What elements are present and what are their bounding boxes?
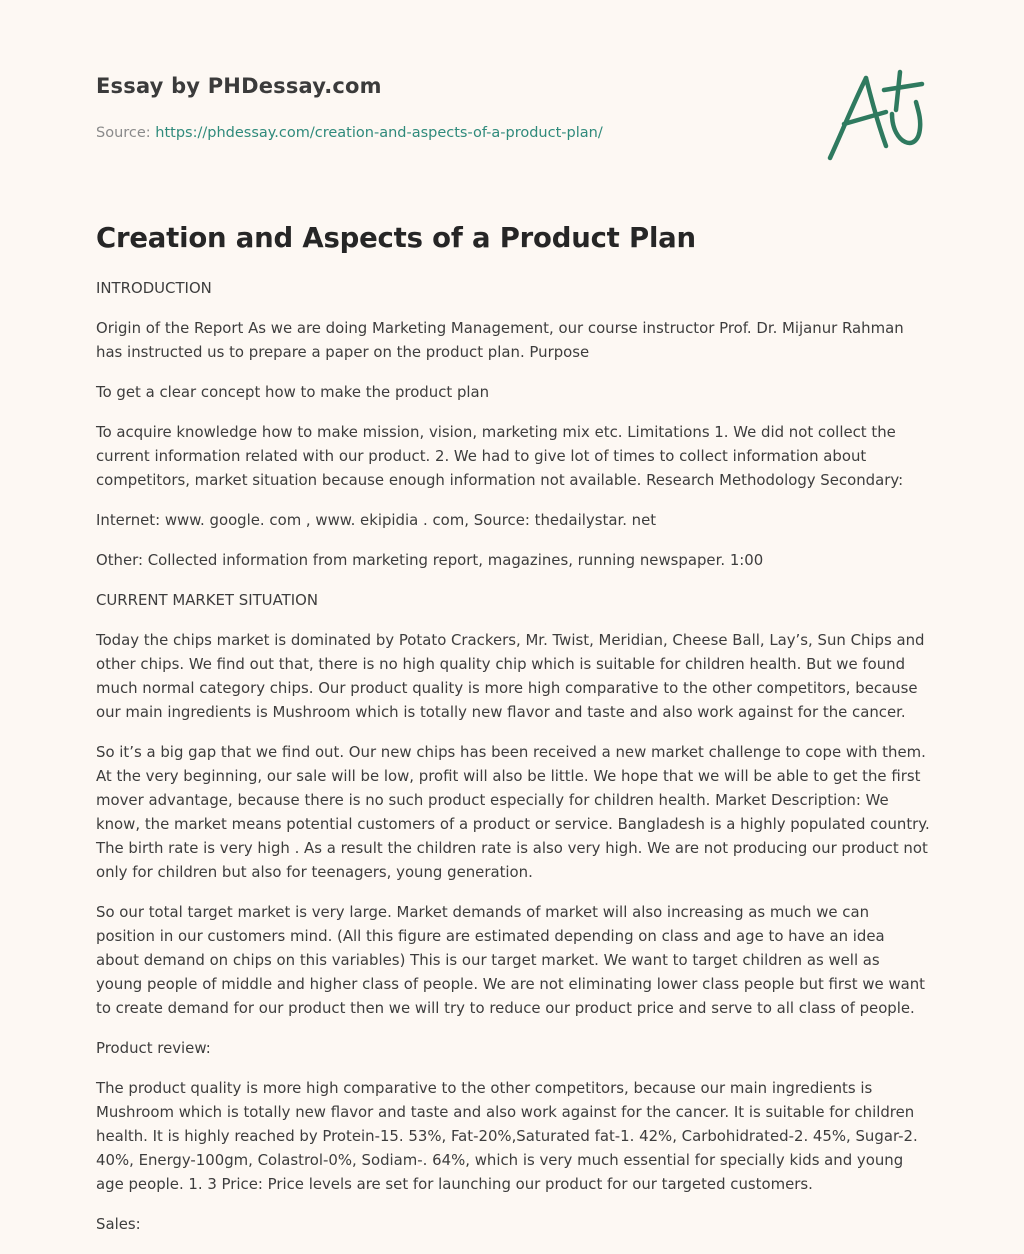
site-brand: Essay by PHDessay.com — [96, 74, 382, 98]
article-paragraph: So it’s a big gap that we find out. Our new chips has been received a new market challenge to cope with them. At the very beginning, our sale will be low, profit will also be little. We hope that we will be able to get the first mover advantage, because there is no such product especially for children health. Market Description: We know, the market means potential customers of a product or service. Bangladesh is a highly populated country. The birth rate is very high . As a result the children rate is also very high. We are not producing our product not only for children but also for teenagers, young generation. — [96, 743, 930, 881]
article-body — [96, 276, 930, 1236]
source-link[interactable]: https://phdessay.com/creation-and-aspects-of-a-product-plan/ — [155, 125, 603, 141]
article-title: Creation and Aspects of a Product Plan — [96, 222, 696, 254]
article-paragraph: INTRODUCTION — [96, 279, 212, 297]
article-paragraph: The product quality is more high comparative to the other competitors, because our main ingredients is Mushroom which is totally new flavor and taste and also work against for the cancer. It is suitable for children health. It is highly reached by Protein-15. 53%, Fat-20%,Saturated fat-1. 42%, Carbohidrated-2. 45%, Sugar-2. 40%, Energy-100gm, Colastrol-0%, Sodiam-. 64%, which is very much essential for specially kids and young age people. 1. 3 Price: Price levels are set for launching our product for our targeted customers. — [96, 1079, 918, 1193]
page-header — [96, 74, 696, 141]
article-paragraph: Sales: — [96, 1215, 141, 1233]
article-paragraph: So our total target market is very large. Market demands of market will also increasing as much we can position in our customers mind. (All this figure are estimated depending on class and age to have an idea about demand on chips on this variables) This is our target market. We want to target children as well as young people of middle and higher class of people. We are not eliminating lower class people but first we want to create demand for our product then we will try to reduce our product price and serve to all class of people. — [96, 903, 926, 1017]
article — [96, 222, 930, 1252]
article-paragraph: Internet: www. google. com , www. ekipidia . com, Source: thedailystar. net — [96, 511, 657, 529]
article-paragraph: To acquire knowledge how to make mission, vision, marketing mix etc. Limitations 1. We did not collect the current information related with our product. 2. We had to give lot of times to collect information about competitors, market situation because enough information not available. Research Methodology Secondary: — [96, 423, 904, 489]
article-paragraph: Origin of the Report As we are doing Marketing Management, our course instructor Prof. Dr. Mijanur Rahman has instructed us to prepare a paper on the product plan. Purpose — [96, 319, 904, 361]
source-label: Source: — [96, 125, 156, 141]
a-plus-logo-icon — [818, 62, 938, 172]
article-paragraph: To get a clear concept how to make the product plan — [96, 383, 490, 401]
article-paragraph: Today the chips market is dominated by Potato Crackers, Mr. Twist, Meridian, Cheese Ball, Lay’s, Sun Chips and other chips. We find out that, there is no high quality chip which is suitable for children health. But we found much normal category chips. Our product quality is more high comparative to the other competitors, because our main ingredients is Mushroom which is totally new flavor and taste and also work against for the cancer. — [96, 631, 925, 721]
article-paragraph: Other: Collected information from marketing report, magazines, running newspaper. 1:00 — [96, 551, 764, 569]
source-line — [96, 125, 696, 141]
article-paragraph: CURRENT MARKET SITUATION — [96, 591, 318, 609]
article-paragraph: Product review: — [96, 1039, 211, 1057]
